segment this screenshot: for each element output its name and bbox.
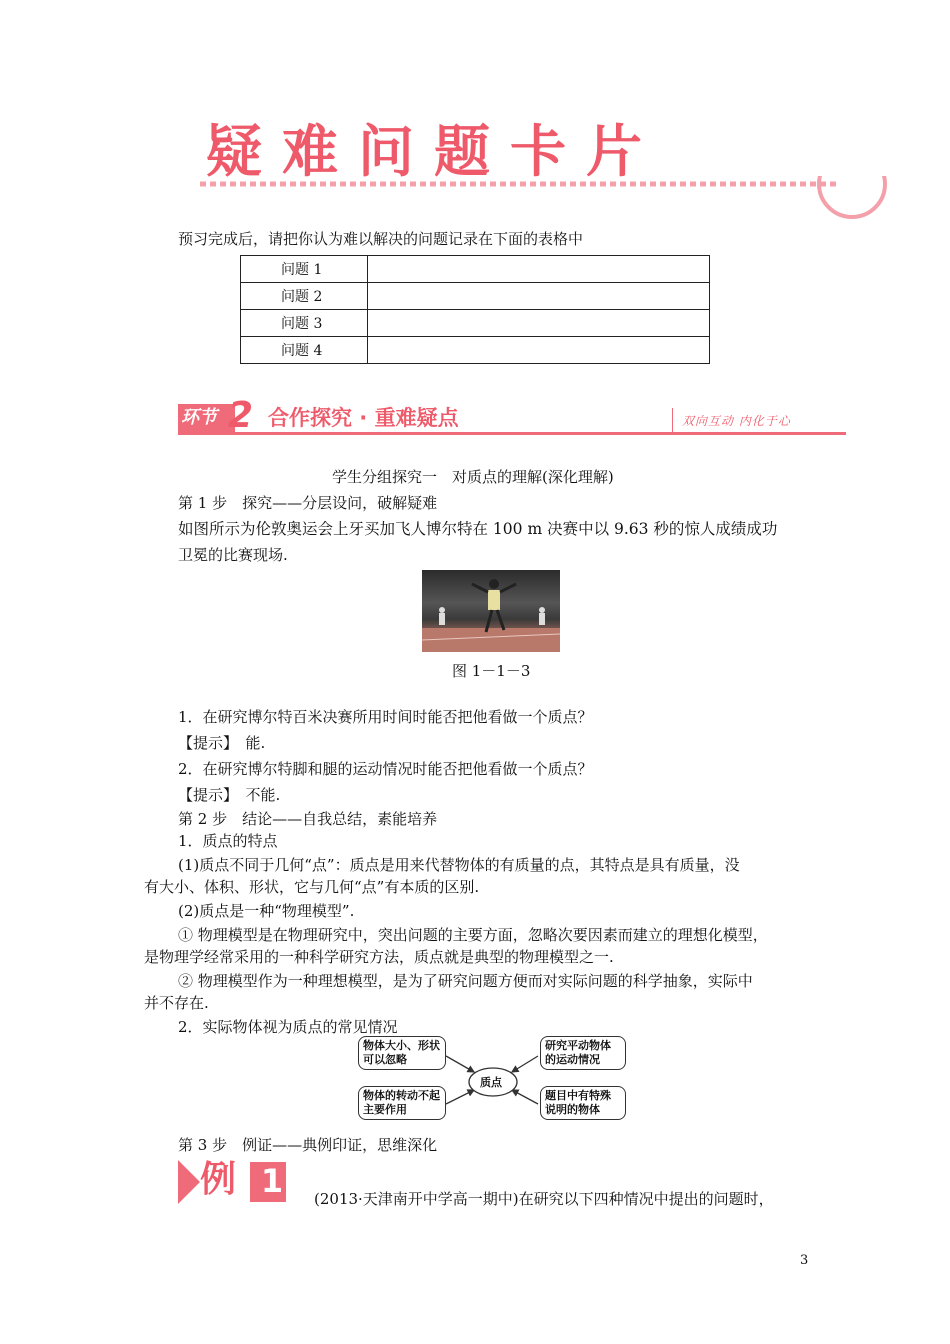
race-photo xyxy=(422,570,560,652)
point1-abstract-line1: ② 物理模型作为一种理想模型，是为了研究问题方便而对实际问题的科学抽象，实际中 xyxy=(178,972,753,990)
question-cell[interactable] xyxy=(368,283,710,310)
point1-model-line2: 是物理学经常采用的一种科学研究方法，质点就是典型的物理模型之一. xyxy=(144,948,614,966)
question-2: 2．在研究博尔特脚和腿的运动情况时能否把他看做一个质点？ xyxy=(178,760,593,778)
question-label: 问题 4 xyxy=(241,337,368,364)
diagram-box-rotation: 物体的转动不起主要作用 xyxy=(358,1086,446,1120)
example-number: 1 xyxy=(260,1162,284,1200)
example-text: (2013·天津南开中学高一期中)在研究以下四种情况中提出的问题时， xyxy=(314,1190,774,1208)
step1-paragraph-line2: 卫冕的比赛现场. xyxy=(178,546,288,564)
table-row xyxy=(241,283,710,310)
diagram-box-special: 题目中有特殊说明的物体 xyxy=(540,1086,626,1120)
banner-decoration xyxy=(196,176,900,226)
section-title: 合作探究 · 重难疑点 xyxy=(268,406,459,430)
point2-title: 2．实际物体视为质点的常见情况 xyxy=(178,1018,398,1036)
step3-heading: 第 3 步 例证——典例印证，思维深化 xyxy=(178,1136,438,1154)
question-cell[interactable] xyxy=(368,256,710,283)
table-row xyxy=(241,256,710,283)
question-cell[interactable] xyxy=(368,337,710,364)
question-label: 问题 1 xyxy=(241,256,368,283)
intro-text: 预习完成后，请把你认为难以解决的问题记录在下面的表格中 xyxy=(178,230,584,248)
diagram-box-size: 物体大小、形状可以忽略 xyxy=(358,1036,446,1070)
point1-model: (2)质点是一种“物理模型”. xyxy=(178,902,355,920)
example-label: 例 xyxy=(200,1159,237,1200)
section-tag: 环节 xyxy=(178,404,235,432)
question-1: 1．在研究博尔特百米决赛所用时间时能否把他看做一个质点？ xyxy=(178,708,593,726)
point1-title: 1．质点的特点 xyxy=(178,832,278,850)
point1-model-line1: ① 物理模型是在物理研究中，突出问题的主要方面，忽略次要因素而建立的理想化模型， xyxy=(178,926,768,944)
section-underline xyxy=(178,432,846,435)
banner-title: 疑难问题卡片 xyxy=(206,120,662,185)
particle-diagram xyxy=(356,1034,626,1126)
answer-2: 【提示】 不能. xyxy=(178,786,281,804)
section-divider xyxy=(672,408,673,432)
answer-1: 【提示】 能. xyxy=(178,734,266,752)
sprinter-figure xyxy=(422,570,560,652)
point1-line1: (1)质点不同于几何“点”：质点是用来代替物体的有质量的点，其特点是具有质量，没 xyxy=(178,856,740,874)
page-number: 3 xyxy=(800,1253,809,1268)
question-table xyxy=(240,255,710,364)
diagram-box-translation: 研究平动物体的运动情况 xyxy=(540,1036,626,1070)
section-slogan: 双向互动 内化于心 xyxy=(682,414,791,428)
step2-heading: 第 2 步 结论——自我总结，素能培养 xyxy=(178,810,438,828)
question-label: 问题 2 xyxy=(241,283,368,310)
step1-paragraph-line1: 如图所示为伦敦奥运会上牙买加飞人博尔特在 100 m 决赛中以 9.63 秒的惊人成绩成功 xyxy=(178,520,778,538)
table-row xyxy=(241,310,710,337)
step1-heading: 第 1 步 探究——分层设问，破解疑难 xyxy=(178,494,438,512)
question-label: 问题 3 xyxy=(241,310,368,337)
point1-abstract-line2: 并不存在. xyxy=(144,994,209,1012)
figure-caption: 图 1－1－3 xyxy=(452,662,531,680)
section-number: 2 xyxy=(228,395,254,436)
table-row xyxy=(241,337,710,364)
point1-line2: 有大小、体积、形状，它与几何“点”有本质的区别. xyxy=(144,878,480,896)
question-cell[interactable] xyxy=(368,310,710,337)
subsection-title: 学生分组探究一 对质点的理解(深化理解) xyxy=(332,468,614,486)
diagram-center: 质点 xyxy=(480,1076,502,1089)
